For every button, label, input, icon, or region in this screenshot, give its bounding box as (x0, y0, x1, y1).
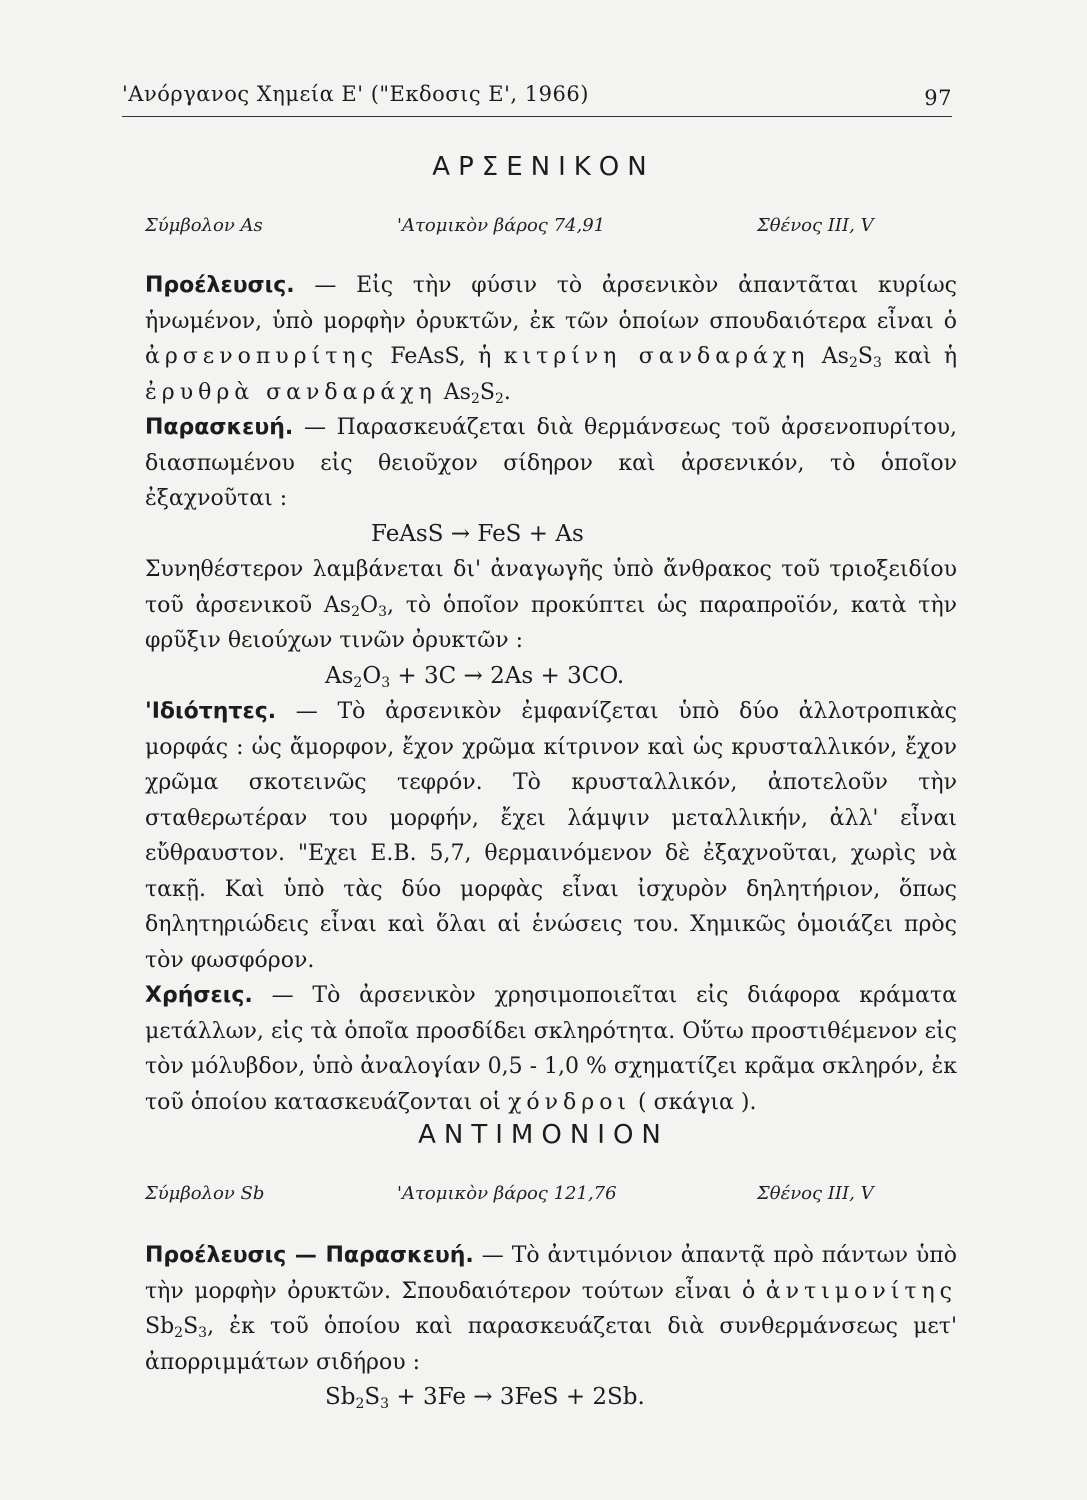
shot-term: χόνδροι (508, 1089, 632, 1115)
antimony-symbol: Σύμβολον Sb (145, 1183, 265, 1204)
arsenic-origin-paragraph: Προέλευσις. — Εἰς τὴν φύσιν τὸ ἀρσενικὸν ἀπαντᾶται κυρίως ἡνωμένον, ὑπὸ μορφὴν ὀρυκτῶν, ἐκ τῶν ὁποίων σπουδαιότερα εἶναι ὁ ἀρσενοπυρίτης FeAsS, ἡ κιτρίνη σανδαράχη $As_2S_3$ καὶ ἡ ἐρυθρὰ σανδαράχη $As_2S_2$. (145, 273, 957, 407)
antimony-origin-paragraph: Προέλευσις — Παρασκευή. — Τὸ ἀντιμόνιον ἀπαντᾷ πρὸ πάντων ὑπὸ τὴν μορφὴν ὀρυκτῶν. Σπουδαιότερον τούτων εἶναι ὁ ἀντιμονίτης $Sb_2S_3$, ἐκ τοῦ ὁποίου καὶ παρασκευάζεται διὰ συνθερμάνσεως μετ' ἀπορριμμάτων σιδήρου : $Sb_2S_3 + 3Fe \to 3FeS + 2Sb$. (145, 1238, 957, 1416)
arsenic-atomic-weight: 'Ατομικὸν βάρος 74,91 (397, 215, 606, 236)
arsenopyrite-term: ἀρσενοπυρίτης (145, 344, 378, 369)
properties-label: 'Ιδιότητες. (145, 699, 277, 724)
antimony-origin-label: Προέλευσις — Παρασκευή. (145, 1243, 474, 1268)
arsenic-preparation-paragraph: Παρασκευή. — Παρασκευάζεται διὰ θερμάνσεως τοῦ ἀρσενοπυρίτου, διασπωμένου εἰς θειοῦχον σίδηρον καὶ ἀρσενικόν, τὸ ὁποῖον ἐξαχνοῦται : FeAsS → FeS + As Συνηθέστερον λαμβάνεται δι' ἀναγωγῆς ὑπὸ ἄνθρακος τοῦ τριοξειδίου τοῦ ἀρσενικοῦ $As_2O_3$, τὸ ὁποῖον προκύπτει ὡς παραπροϊόν, κατὰ τὴν φρῦξιν θειούχων τινῶν ὀρυκτῶν : $As_2O_3 + 3C \to 2As + 3CO$. (145, 410, 957, 694)
yellow-sandarach-term: κιτρίνη σανδαράχη (503, 344, 810, 369)
equation-1: FeAsS → FeS + As (371, 520, 584, 547)
section-title-arsenic: ΑΡΣΕΝΙΚΟΝ (432, 152, 655, 182)
arsenic-valence: Σθένος III, V (757, 215, 874, 236)
antimony-body (145, 1238, 957, 1416)
red-sandarach-term: ἐρυθρὰ σανδαράχη (145, 379, 437, 405)
running-title: 'Ανόργανος Χημεία Ε' ("Εκδοσις Ε', 1966) (122, 82, 589, 106)
equation-2: $As_2O_3 + 3C \to 2As + 3CO$. (325, 662, 625, 691)
arsenic-body (145, 268, 957, 1120)
antimony-atomic-weight: 'Ατομικὸν βάρος 121,76 (397, 1183, 617, 1204)
arsenic-properties-paragraph: 'Ιδιότητες. — Τὸ ἀρσενικὸν ἐμφανίζεται ὑπὸ δύο ἀλλοτροπικὰς μορφάς : ὡς ἄμορφον, ἔχον χρῶμα κίτρινον καὶ ὡς κρυσταλλικόν, ἔχον χρῶμα σκοτεινῶς τεφρόν. Τὸ κρυσταλλικόν, ἀποτελοῦν τὴν σταθερωτέραν του μορφήν, ἔχει λάμψιν μεταλλικήν, ἀλλ' εἶναι εὔθραυστον. "Εχει Ε.Β. 5,7, θερμαινόμενον δὲ ἐξαχνοῦται, χωρὶς νὰ τακῇ. Καὶ ὑπὸ τὰς δύο μορφὰς εἶναι ἰσχυρὸν δηλητήριον, ὅπως δηλητηριώδεις εἶναι καὶ ὅλαι αἱ ἑνώσεις του. Χημικῶς ὁμοιάζει πρὸς τὸν φωσφόρον. (145, 699, 957, 973)
arsenic-uses-paragraph: Χρήσεις. — Τὸ ἀρσενικὸν χρησιμοποιεῖται εἰς διάφορα κράματα μετάλλων, εἰς τὰ ὁποῖα προσδίδει σκληρότητα. Οὕτω προστιθέμενον εἰς τὸν μόλυβδον, ὑπὸ ἀναλογίαν 0,5 - 1,0 % σχηματίζει κρᾶμα σκληρόν, ἐκ τοῦ ὁποίου κατασκευάζονται οἱ χόνδροι ( σκάγια ). (145, 983, 957, 1115)
arsenic-symbol: Σύμβολον As (145, 215, 263, 236)
uses-label: Χρήσεις. (145, 983, 253, 1008)
origin-label: Προέλευσις. (145, 273, 295, 298)
section-title-antimony: ΑΝΤΙΜΟΝΙΟΝ (418, 1120, 669, 1150)
antimony-valence: Σθένος III, V (757, 1183, 874, 1204)
page-number: 97 (924, 86, 952, 110)
equation-3: $Sb_2S_3 + 3Fe \to 3FeS + 2Sb$. (325, 1384, 645, 1412)
preparation-label: Παρασκευή. (145, 415, 294, 440)
running-header (122, 82, 952, 117)
stibnite-term: ἀντιμονίτης (765, 1278, 957, 1304)
